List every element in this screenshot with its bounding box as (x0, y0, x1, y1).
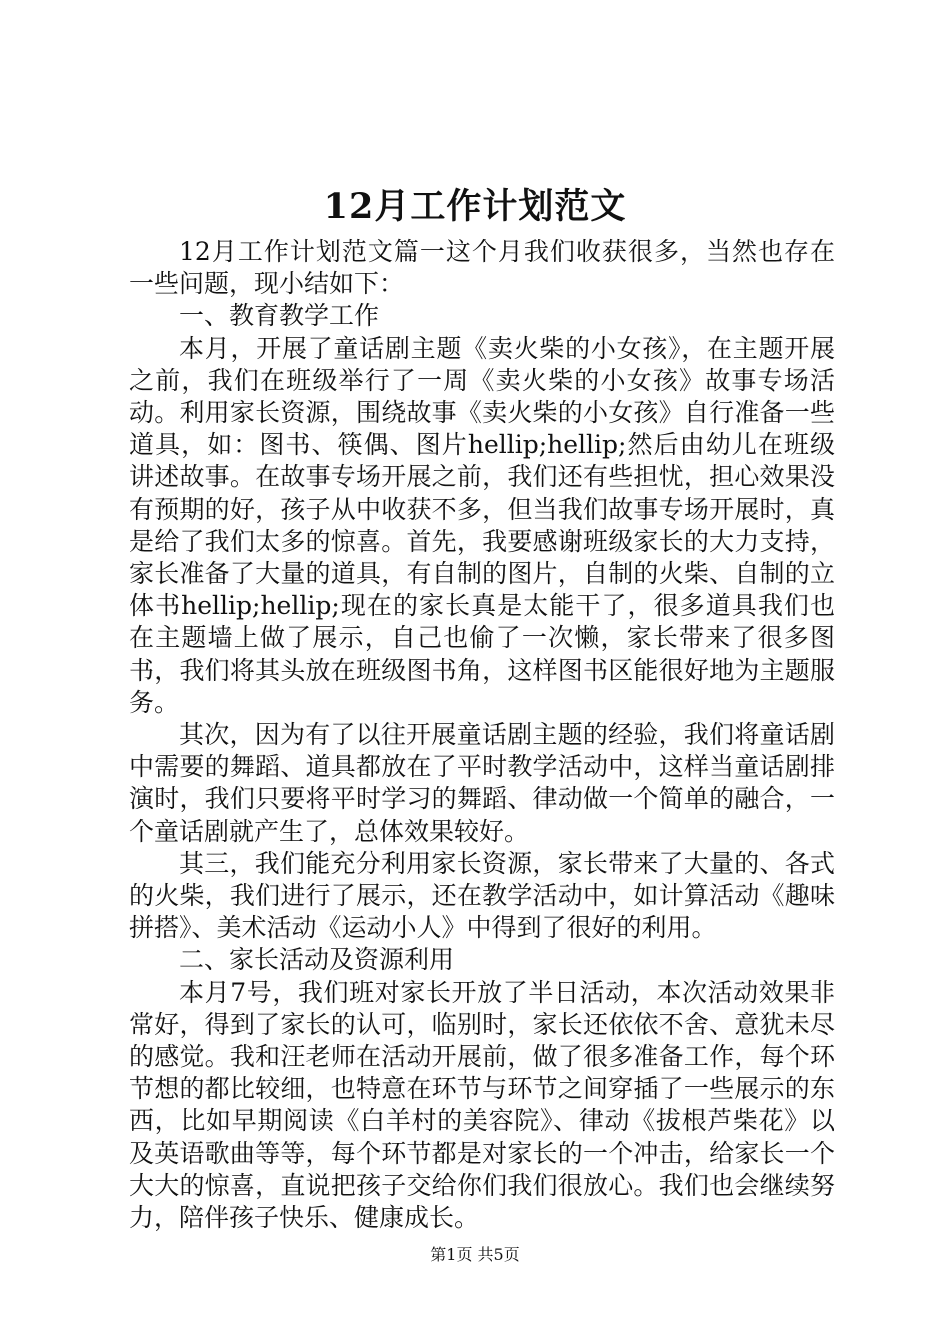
page-number-footer: 第1页 共5页 (430, 1245, 520, 1264)
paragraph-intro: 12月工作计划范文篇一这个月我们收获很多，当然也存在一些问题，现小结如下： (129, 237, 835, 299)
section-heading-teaching: 一、教育教学工作 (179, 301, 380, 331)
paragraph-third: 其三，我们能充分利用家长资源，家长带来了大量的、各式的火柴，我们进行了展示，还在教学活动中，如计算活动《趣味拼搭》、美术活动《运动小人》中得到了很好的利用。 (129, 848, 835, 943)
document-body (129, 236, 835, 1234)
document-title: 12月工作计划范文 (323, 186, 627, 227)
paragraph-open-day: 本月7号，我们班对家长开放了半日活动，本次活动效果非常好，得到了家长的认可，临别时，家长还依依不舍、意犹未尽的感觉。我和汪老师在活动开展前，做了很多准备工作，每个环节想的都比较细，也特意在环节与环节之间穿插了一些展示的东西，比如早期阅读《白羊村的美容院》、律动《拔根芦柴花》以及英语歌曲等等，每个环节都是对家长的一个冲击，给家长一个大大的惊喜，直说把孩子交给你们我们很放心。我们也会继续努力，陪伴孩子快乐、健康成长。 (129, 977, 835, 1233)
section-heading-parents: 二、家长活动及资源利用 (179, 945, 455, 975)
paragraph-fairy-tale-theme: 本月，开展了童话剧主题《卖火柴的小女孩》，在主题开展之前，我们在班级举行了一周《卖火柴的小女孩》故事专场活动。利用家长资源，围绕故事《卖火柴的小女孩》自行准备一些道具，如：图书、筷偶、图片hellip;hellip;然后由幼儿在班级讲述故事。在故事专场开展之前，我们还有些担忧，担心效果没有预期的好，孩子从中收获不多，但当我们故事专场开展时，真是给了我们太多的惊喜。首先，我要感谢班级家长的大力支持，家长准备了大量的道具，有自制的图片，自制的火柴、自制的立体书hellip;hellip;现在的家长真是太能干了，很多道具我们也在主题墙上做了展示，自己也偷了一次懒，家长带来了很多图书，我们将其头放在班级图书角，这样图书区能很好地为主题服务。 (129, 333, 835, 717)
paragraph-second: 其次，因为有了以往开展童话剧主题的经验，我们将童话剧中需要的舞蹈、道具都放在了平时教学活动中，这样当童话剧排演时，我们只要将平时学习的舞蹈、律动做一个简单的融合，一个童话剧就产生了，总体效果较好。 (129, 720, 835, 846)
